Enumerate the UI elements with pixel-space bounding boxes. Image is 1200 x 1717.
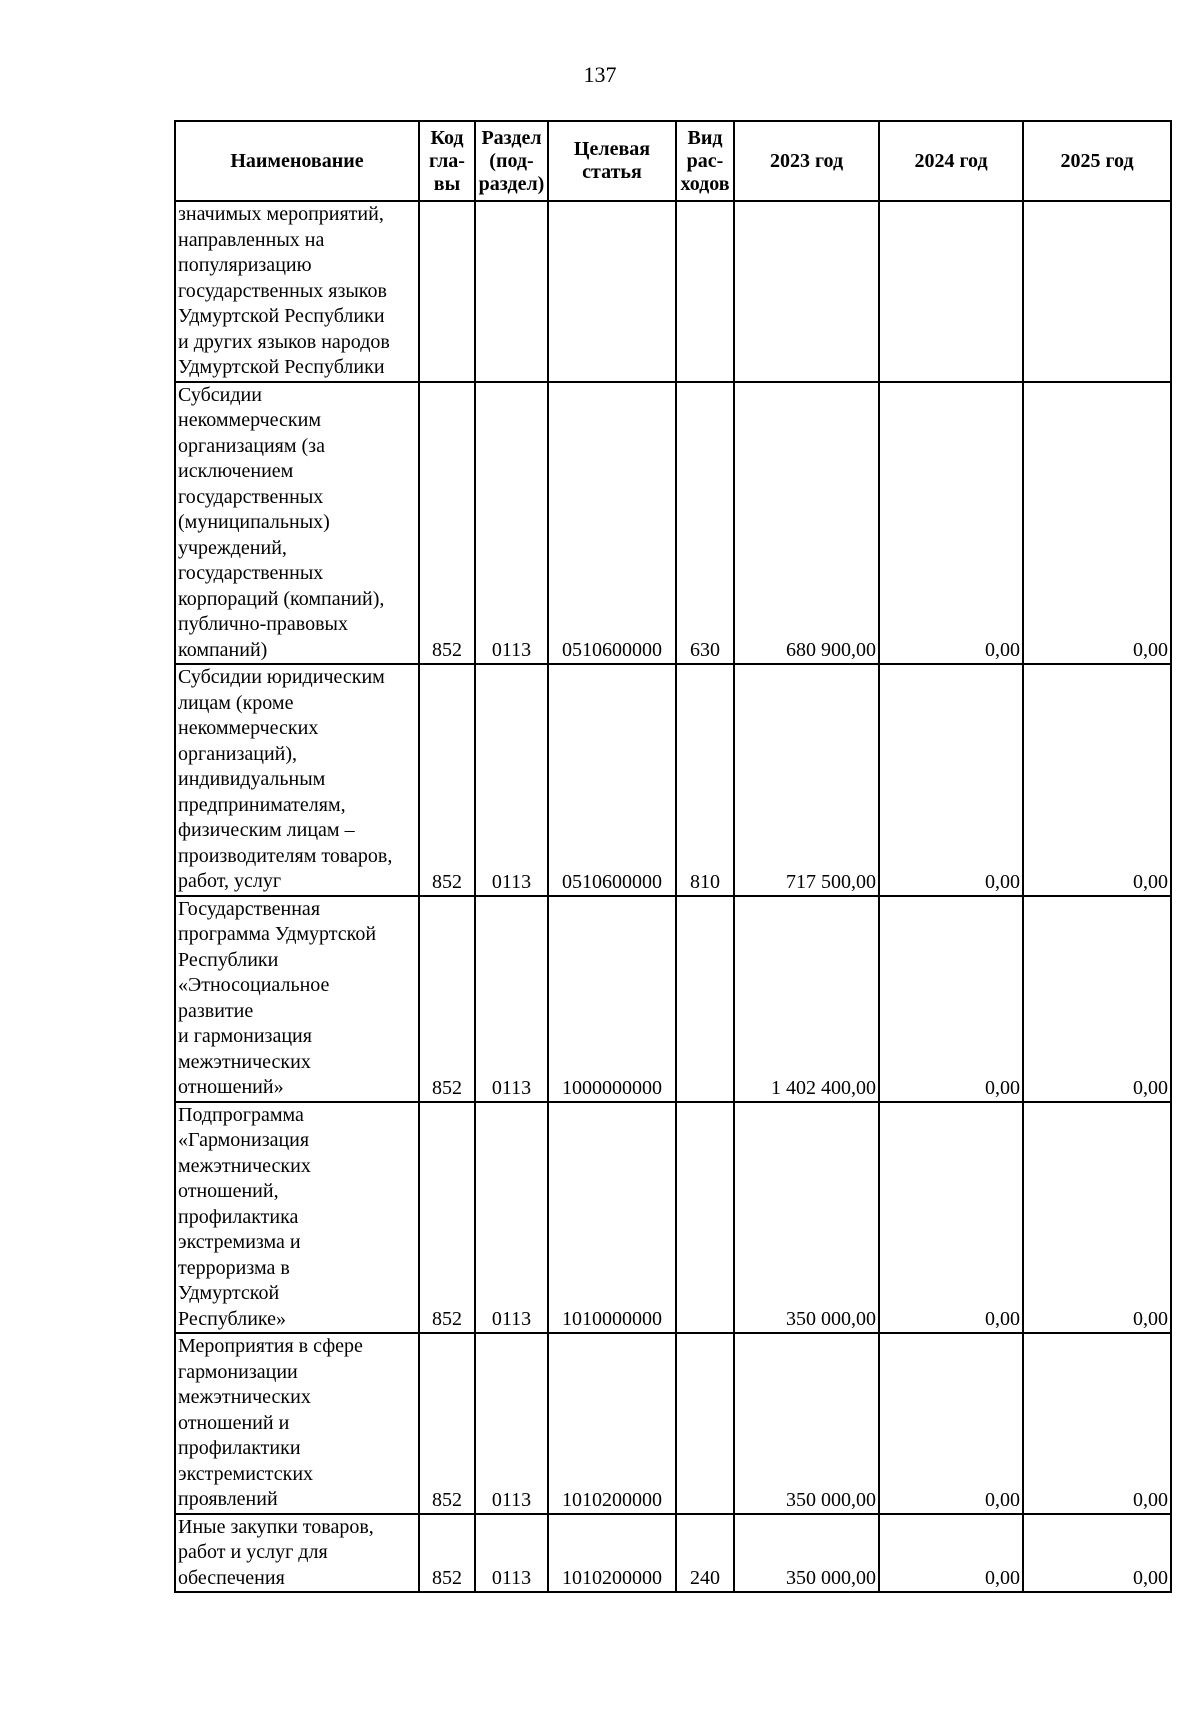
- row-name-line: некоммерческих: [178, 717, 319, 739]
- target-article-cell: 1010200000: [548, 1514, 676, 1593]
- amount-2024-cell: 0,00: [879, 1333, 1023, 1514]
- row-name-line: организаций),: [178, 742, 298, 765]
- expense-kind-cell: 810: [676, 664, 734, 896]
- chapter-code-cell: [419, 201, 475, 382]
- row-name-cell: [175, 1514, 419, 1593]
- header-section-line: Раздел: [481, 126, 542, 149]
- row-name-line: Иные закупки товаров,: [178, 1515, 374, 1538]
- row-name-line: Субсидии: [178, 383, 262, 406]
- row-name-line: государственных: [178, 485, 324, 508]
- expense-kind-cell: [676, 201, 734, 382]
- amount-2024-cell: 0,00: [879, 664, 1023, 896]
- expense-kind-cell: [676, 1333, 734, 1514]
- header-year-2025: [1023, 121, 1171, 201]
- target-article-cell: 0510600000: [548, 664, 676, 896]
- row-name-line: (муниципальных): [178, 511, 330, 533]
- header-target-line: статья: [582, 161, 642, 183]
- row-name-cell: [175, 896, 419, 1102]
- row-name-line: производителям товаров,: [178, 844, 393, 867]
- header-target-line: Целевая: [573, 138, 651, 160]
- header-chapter-code: [419, 121, 475, 201]
- row-name-line: корпораций (компаний),: [178, 587, 385, 610]
- row-name-line: индивидуальным: [178, 768, 326, 790]
- row-name-line: программа Удмуртской: [178, 923, 377, 945]
- target-article-cell: 1000000000: [548, 896, 676, 1102]
- header-year-2023: [734, 121, 879, 201]
- row-name-line: экстремизма и: [178, 1231, 301, 1253]
- row-name-line: гармонизации: [178, 1360, 298, 1383]
- page-number: 137: [583, 62, 617, 87]
- target-article-cell: 0510600000: [548, 382, 676, 665]
- table-row: [175, 382, 1171, 665]
- amount-2024-cell: [879, 201, 1023, 382]
- row-name-line: Субсидии юридическим: [178, 666, 385, 688]
- chapter-code-cell: 852: [419, 1102, 475, 1334]
- row-name-cell: [175, 1333, 419, 1514]
- expense-kind-cell: 630: [676, 382, 734, 665]
- amount-2024-cell: 0,00: [879, 1102, 1023, 1334]
- header-year-label: 2023 год: [769, 149, 844, 172]
- row-name-line: государственных: [178, 562, 324, 584]
- chapter-code-cell: 852: [419, 1333, 475, 1514]
- table-row: [175, 1514, 1171, 1593]
- row-name-line: Удмуртской: [178, 1282, 280, 1304]
- header-section: [475, 121, 548, 201]
- header-year-2024: [879, 121, 1023, 201]
- section-cell: [475, 201, 548, 382]
- row-name-line: межэтнических: [178, 1386, 311, 1408]
- row-name-line: и гармонизация: [178, 1025, 312, 1047]
- amount-2025-cell: 0,00: [1023, 1514, 1171, 1593]
- header-name-label: Наименование: [230, 149, 364, 172]
- header-section-line: раздел): [478, 172, 545, 195]
- section-cell: 0113: [475, 1514, 548, 1593]
- row-name-line: значимых мероприятий,: [178, 203, 384, 225]
- row-name-line: профилактики: [178, 1437, 301, 1459]
- header-target-article: [548, 121, 676, 201]
- target-article-cell: [548, 201, 676, 382]
- row-name-line: Удмуртской Республики: [178, 305, 385, 327]
- row-name-line: предпринимателям,: [178, 793, 346, 816]
- amount-2024-cell: 0,00: [879, 896, 1023, 1102]
- row-name-line: и других языков народов: [178, 330, 390, 353]
- header-row: [175, 121, 1171, 201]
- row-name-line: обеспечения: [178, 1566, 285, 1589]
- amount-2023-cell: 350 000,00: [734, 1514, 879, 1593]
- row-name-line: организациям (за: [178, 434, 325, 457]
- row-name-line: исключением: [178, 460, 294, 482]
- row-name-line: государственных языков: [178, 279, 387, 302]
- chapter-code-cell: 852: [419, 1514, 475, 1593]
- table-body: [175, 201, 1171, 1592]
- section-cell: 0113: [475, 896, 548, 1102]
- amount-2023-cell: 717 500,00: [734, 664, 879, 896]
- table-row: [175, 664, 1171, 896]
- row-name-line: Подпрограмма: [178, 1103, 304, 1126]
- header-kind-line: ходов: [680, 172, 730, 195]
- header-year-label: 2025 год: [1060, 149, 1134, 172]
- row-name-line: Удмуртской Республики: [178, 356, 385, 378]
- row-name-line: развитие: [178, 999, 254, 1022]
- row-name-line: направленных на: [178, 228, 325, 251]
- amount-2025-cell: 0,00: [1023, 382, 1171, 665]
- row-name-cell: [175, 382, 419, 665]
- row-name-line: проявлений: [178, 1488, 278, 1510]
- row-name-line: физическим лицам –: [178, 819, 355, 841]
- row-name-line: отношений и: [178, 1411, 290, 1434]
- row-name-line: работ и услуг для: [178, 1541, 328, 1563]
- row-name-line: отношений,: [178, 1180, 279, 1202]
- row-name-line: учреждений,: [178, 536, 287, 559]
- row-name-line: Республике»: [178, 1307, 287, 1330]
- budget-table: [174, 120, 1172, 1593]
- chapter-code-cell: 852: [419, 382, 475, 665]
- section-cell: 0113: [475, 664, 548, 896]
- target-article-cell: 1010000000: [548, 1102, 676, 1334]
- header-chapter-line: вы: [433, 172, 461, 195]
- header-name: [175, 121, 419, 201]
- amount-2023-cell: [734, 201, 879, 382]
- amount-2025-cell: 0,00: [1023, 1102, 1171, 1334]
- table-row: [175, 1102, 1171, 1334]
- row-name-line: публично-правовых: [178, 613, 348, 635]
- section-cell: 0113: [475, 1102, 548, 1334]
- table-row: [175, 896, 1171, 1102]
- row-name-line: профилактика: [178, 1205, 299, 1228]
- row-name-cell: [175, 201, 419, 382]
- row-name-line: работ, услуг: [178, 870, 282, 892]
- amount-2024-cell: 0,00: [879, 382, 1023, 665]
- row-name-line: межэтнических: [178, 1050, 311, 1073]
- amount-2025-cell: [1023, 201, 1171, 382]
- row-name-line: «Этносоциальное: [178, 974, 330, 996]
- amount-2025-cell: 0,00: [1023, 896, 1171, 1102]
- amount-2023-cell: 680 900,00: [734, 382, 879, 665]
- header-year-label: 2024 год: [914, 149, 988, 172]
- expense-kind-cell: [676, 1102, 734, 1334]
- header-kind-line: рас-: [686, 149, 724, 172]
- amount-2023-cell: 350 000,00: [734, 1102, 879, 1334]
- header-section-line: (под-: [489, 149, 534, 172]
- section-cell: 0113: [475, 1333, 548, 1514]
- header-chapter-line: гла-: [429, 149, 465, 172]
- amount-2023-cell: 350 000,00: [734, 1333, 879, 1514]
- row-name-cell: [175, 1102, 419, 1334]
- target-article-cell: 1010200000: [548, 1333, 676, 1514]
- amount-2025-cell: 0,00: [1023, 1333, 1171, 1514]
- table-row: [175, 1333, 1171, 1514]
- header-chapter-line: Код: [430, 126, 464, 149]
- row-name-line: «Гармонизация: [178, 1129, 310, 1151]
- chapter-code-cell: 852: [419, 664, 475, 896]
- chapter-code-cell: 852: [419, 896, 475, 1102]
- row-name-line: межэтнических: [178, 1154, 311, 1177]
- expense-kind-cell: [676, 896, 734, 1102]
- amount-2025-cell: 0,00: [1023, 664, 1171, 896]
- row-name-line: экстремистских: [178, 1462, 314, 1485]
- row-name-line: отношений»: [178, 1076, 284, 1098]
- row-name-line: терроризма в: [178, 1256, 290, 1279]
- row-name-line: лицам (кроме: [178, 691, 294, 714]
- row-name-line: компаний): [178, 638, 268, 661]
- expense-kind-cell: 240: [676, 1514, 734, 1593]
- table-row: [175, 201, 1171, 382]
- row-name-line: популяризацию: [178, 254, 312, 276]
- row-name-line: некоммерческим: [178, 409, 321, 431]
- header-kind-line: Вид: [687, 126, 723, 149]
- row-name-line: Мероприятия в сфере: [178, 1335, 363, 1357]
- row-name-line: Государственная: [178, 897, 321, 920]
- amount-2024-cell: 0,00: [879, 1514, 1023, 1593]
- row-name-line: Республики: [178, 948, 279, 971]
- header-expense-kind: [676, 121, 734, 201]
- section-cell: 0113: [475, 382, 548, 665]
- amount-2023-cell: 1 402 400,00: [734, 896, 879, 1102]
- row-name-cell: [175, 664, 419, 896]
